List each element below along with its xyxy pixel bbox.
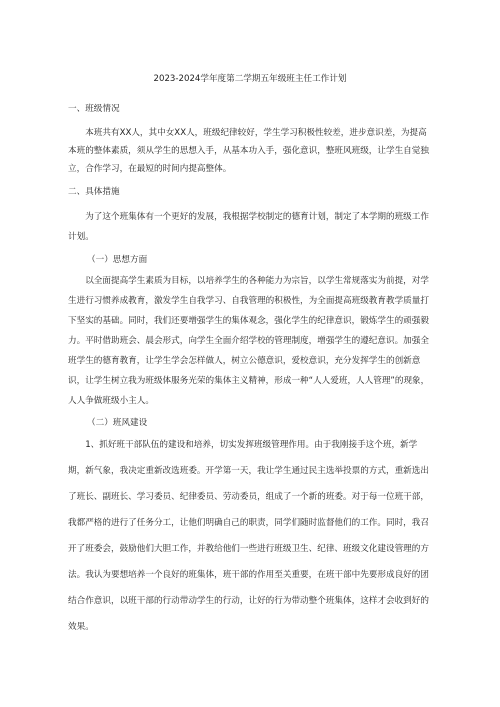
measures-intro-paragraph: 为了这个班集体有一个更好的发展，我根据学校制定的德育计划，制定了本学期的班级工作计划。	[68, 212, 429, 242]
section-heading-class-situation: 一、班级情况	[68, 104, 120, 114]
class-style-paragraph: 1、抓好班干部队伍的建设和培养，切实发挥班级管理作用。由于我刚接手这个班，新学期，新气象，我决定重新改选班委。开学第一天，我让学生通过民主选举投票的方式，重新选出了班长、副班长、学习委员、纪律委员、劳动委员，组成了一个新的班委。对于每一位班干部，我都严格的进行了任务分工，让他们明确自己的职责，同学们随时监督他们的工作。同时，我召开了班委会，鼓励他们大胆工作，并教给他们一些进行班级卫生、纪律、班级文化建设管理的方法。我认为要想培养一个良好的班集体，班干部的作用至关重要，在班干部中先要形成良好的团结合作意识，以班干部的行动带动学生的行动，让好的行为带动整个班集体，这样才会收到好的效果。	[68, 440, 429, 632]
thought-paragraph: 以全面提高学生素质为目标，以培养学生的各种能力为宗旨，以学生常规落实为前提，对学生进行习惯养成教育，激发学生自我学习、自我管理的积极性，为全面提高班级教育教学质量打下坚实的基础。同时，我们还要增强学生的集体观念，强化学生的纪律意识，锻炼学生的顽强毅力。平时借助班会、晨会形式，向学生全面介绍学校的管理制度，增强学生的遵纪意识。加强全班学生的德育教育，让学生学会怎样做人，树立公德意识，爱校意识，充分发挥学生的创新意识，让学生树立我为班级体服务光荣的集体主义精神，形成一种“人人爱班，人人管理”的现象，人人争做班级小主人。	[68, 276, 430, 406]
section-heading-measures: 二、具体措施	[68, 187, 120, 197]
subsection-heading-class-style: （二）班风建设	[87, 418, 148, 428]
document-title: 2023-2024学年度第二学期五年级班主任工作计划	[153, 74, 347, 84]
subsection-heading-thought: （一）思想方面	[87, 255, 148, 265]
class-situation-paragraph: 本班共有XX人，其中女XX人，班级纪律较好，学生学习积极性较差，进步意识差，为提高本班的整体素质，须从学生的思想入手，从基本功入手，强化意识，整班风班级，让学生自觉独立，合作学习，在最短的时间内提高整体。	[68, 128, 429, 174]
